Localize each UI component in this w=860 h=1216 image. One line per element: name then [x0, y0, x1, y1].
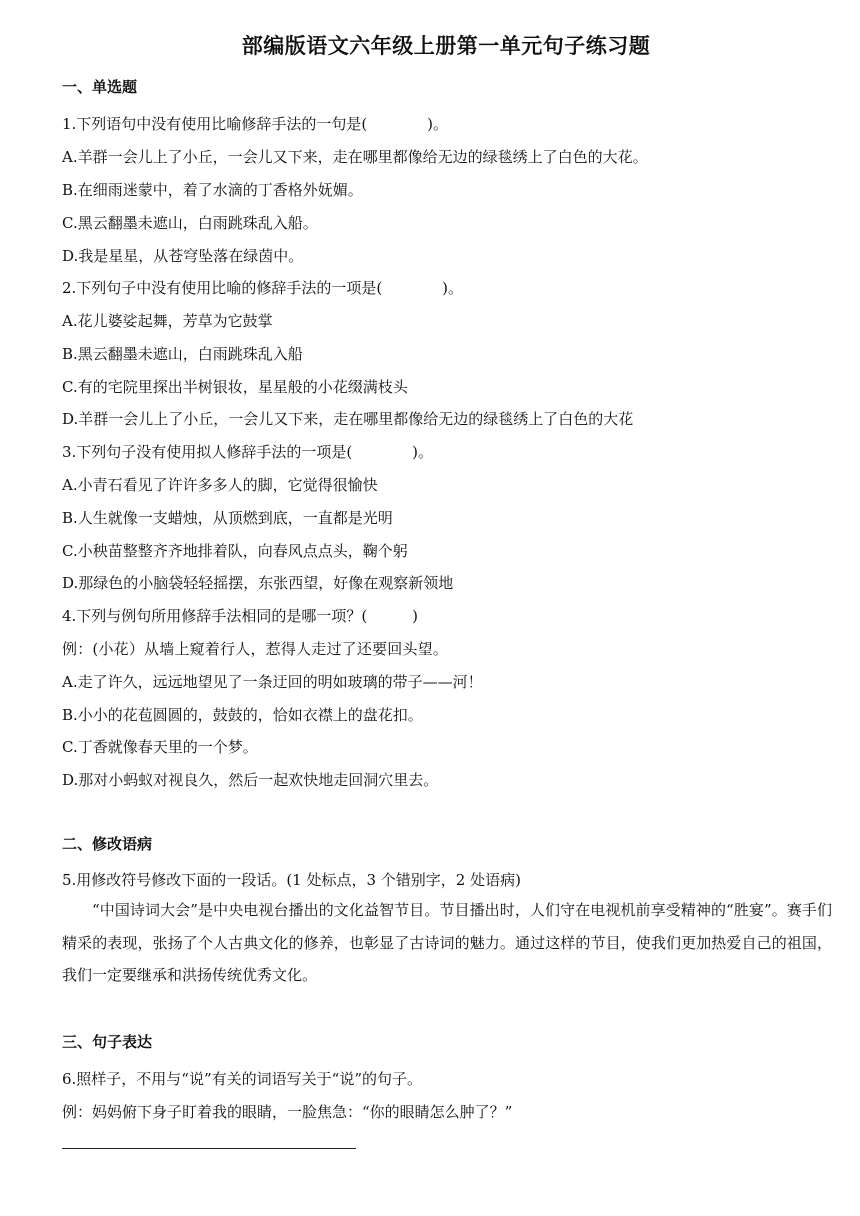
question-4-option-c: C.丁香就像春天里的一个梦。 [62, 738, 258, 756]
question-2-option-b: B.黑云翻墨未遮山，白雨跳珠乱入船 [62, 345, 303, 363]
question-5-stem: 5.用修改符号修改下面的一段话。(1 处标点，3 个错别字，2 处语病) [62, 871, 521, 889]
question-3-option-d: D.那绿色的小脑袋轻轻摇摆，东张西望，好像在观察新领地 [62, 574, 454, 592]
question-1-option-b: B.在细雨迷蒙中，着了水滴的丁香格外妩媚。 [62, 181, 363, 199]
question-4-stem: 4.下列与例句所用修辞手法相同的是哪一项？( ) [62, 607, 419, 625]
question-5-passage: “中国诗词大会”是中央电视台播出的文化益智节目。节目播出时，人们守在电视机前享受精神的“胜宴”。赛手们精采的表现，张扬了个人古典文化的修养，也彰显了古诗词的魅力。通过这样的节目，使我们更加热爱自己的祖国，我们一定要继承和洪扬传统优秀文化。 [62, 901, 832, 984]
question-4-option-a: A.走了许久，远远地望见了一条迂回的明如玻璃的带子——河！ [62, 673, 483, 691]
question-4-option-d: D.那对小蚂蚁对视良久，然后一起欢快地走回洞穴里去。 [62, 771, 439, 789]
question-3-option-b: B.人生就像一支蜡烛，从顶燃到底，一直都是光明 [62, 509, 393, 527]
question-4-example: 例：(小花）从墙上窥着行人，惹得人走过了还要回头望。 [62, 640, 449, 658]
question-4-option-b: B.小小的花苞圆圆的，鼓鼓的，恰如衣襟上的盘花扣。 [62, 706, 423, 724]
section-heading-sentence-expression: 三、句子表达 [62, 1033, 153, 1051]
question-3-stem: 3.下列句子没有使用拟人修辞手法的一项是( )。 [62, 443, 434, 461]
section-heading-fix-errors: 二、修改语病 [62, 835, 153, 853]
question-1-option-d: D.我是星星，从苍穹坠落在绿茵中。 [62, 247, 304, 265]
question-6-stem: 6.照样子，不用与“说”有关的词语写关于“说”的句子。 [62, 1070, 422, 1088]
question-3-option-c: C.小秧苗整整齐齐地排着队，向春风点点头，鞠个躬 [62, 542, 408, 560]
question-1-stem: 1.下列语句中没有使用比喻修辞手法的一句是( )。 [62, 115, 449, 133]
question-2-stem: 2.下列句子中没有使用比喻的修辞手法的一项是( )。 [62, 279, 464, 297]
question-3-option-a: A.小青石看见了许许多多人的脚，它觉得很愉快 [62, 476, 378, 494]
question-6-example: 例：妈妈俯下身子盯着我的眼睛，一脸焦急：“你的眼睛怎么肿了？” [62, 1103, 513, 1121]
page-title: 部编版语文六年级上册第一单元句子练习题 [241, 34, 651, 58]
answer-line [62, 1148, 356, 1149]
question-1-option-a: A.羊群一会儿上了小丘，一会儿又下来，走在哪里都像给无边的绿毯绣上了白色的大花。 [62, 148, 648, 166]
section-heading-single-choice: 一、单选题 [62, 78, 138, 96]
question-2-option-a: A.花儿婆娑起舞，芳草为它鼓掌 [62, 312, 273, 330]
question-2-option-d: D.羊群一会儿上了小丘，一会儿又下来，走在哪里都像给无边的绿毯绣上了白色的大花 [62, 410, 634, 428]
question-2-option-c: C.有的宅院里探出半树银妆，星星般的小花缀满枝头 [62, 378, 408, 396]
question-1-option-c: C.黑云翻墨未遮山，白雨跳珠乱入船。 [62, 214, 318, 232]
